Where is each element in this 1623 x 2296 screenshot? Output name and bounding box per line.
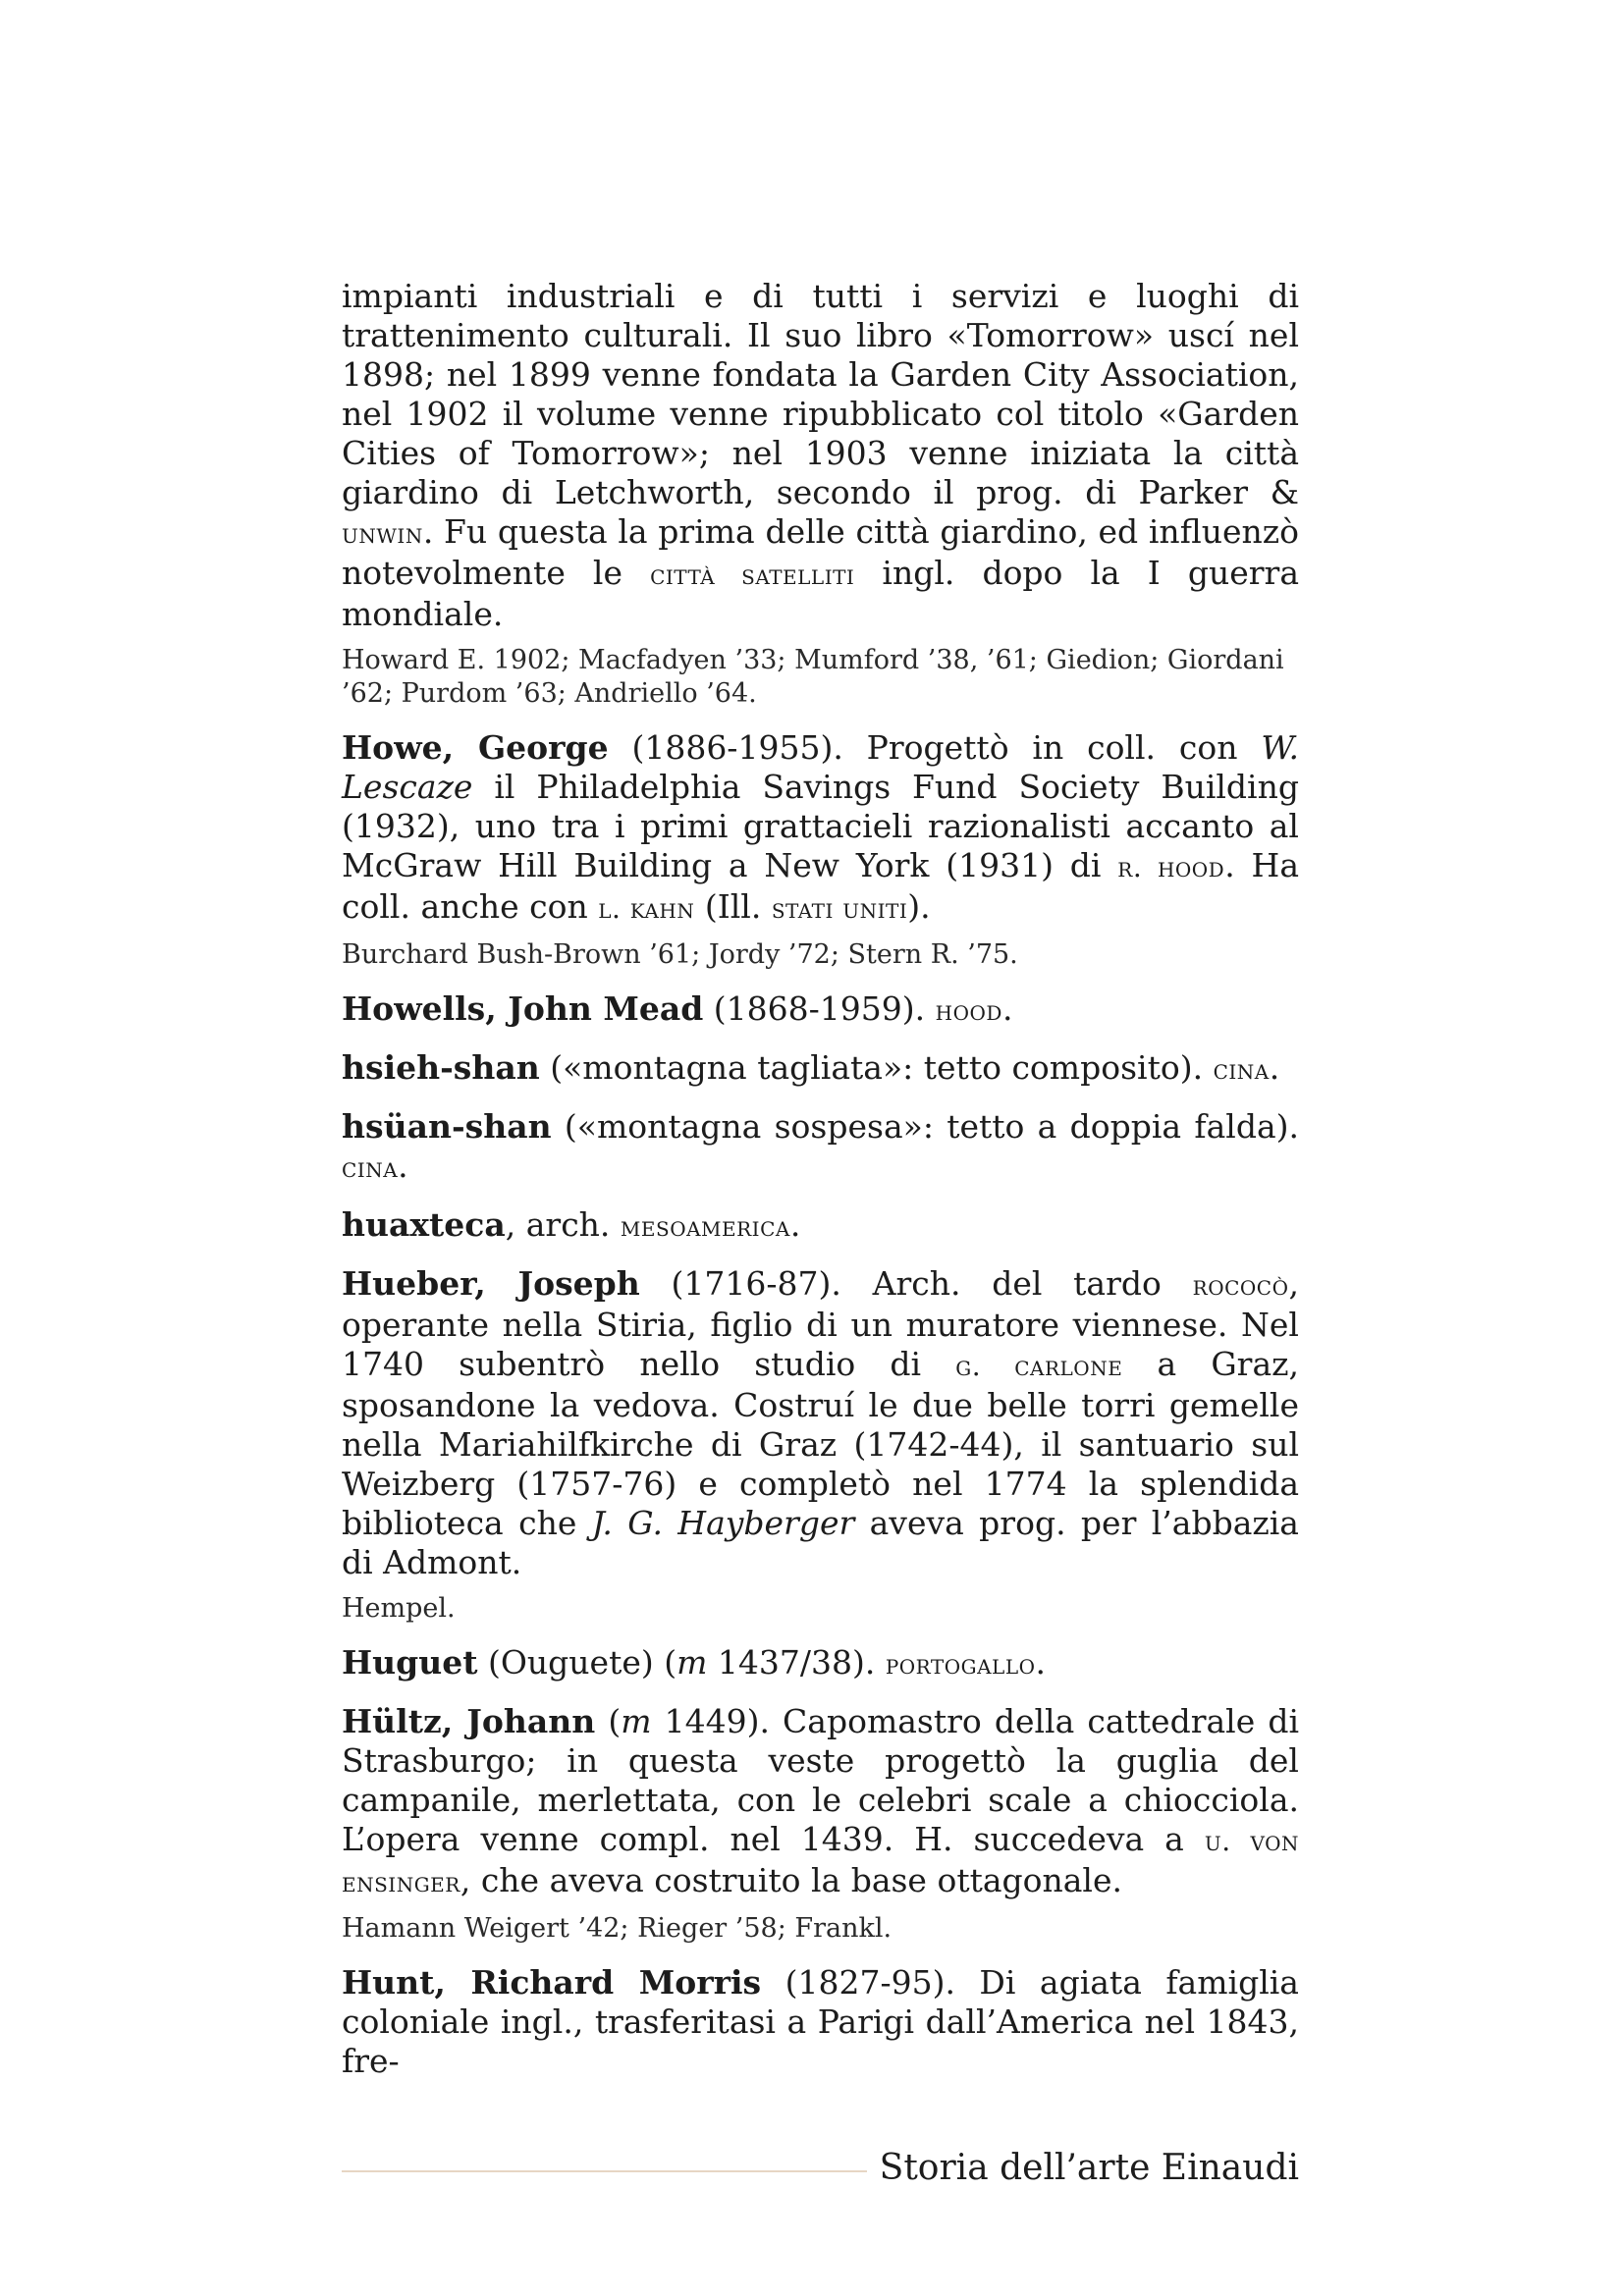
entry-headword: hsieh-shan <box>342 1048 540 1087</box>
cross-reference: portogallo <box>885 1648 1036 1681</box>
entry-headword: huaxteca <box>342 1205 506 1244</box>
entry-text: (Ouguete) ( <box>477 1643 677 1682</box>
bibliography: Burchard Bush-Brown ’61; Jordy ’72; Stern R. ’75. <box>342 939 1018 970</box>
italic-text: m <box>621 1702 652 1740</box>
entry-headword: Hunt, Richard Morris <box>342 1963 762 2002</box>
entry-headword: Howells, John Mead <box>342 989 704 1028</box>
entry-paragraph <box>342 277 1299 634</box>
entry-text: . <box>1001 989 1013 1028</box>
entry-text: («montagna tagliata»: tetto composito). <box>539 1048 1214 1087</box>
entry-headword: Hueber, Joseph <box>342 1264 640 1303</box>
entry-paragraph <box>342 728 1299 929</box>
footer-rule <box>342 2170 867 2172</box>
cross-reference: cina <box>1213 1053 1270 1086</box>
entry-text: , operante nella Stiria, figlio di un muratore viennese. Nel 1740 subentrò nello studio di <box>342 1264 1299 1383</box>
text-column <box>342 277 1299 2081</box>
italic-text: W. Lescaze <box>342 728 1299 806</box>
cross-reference: unwin <box>342 517 423 550</box>
cross-reference: u. von ensinger <box>342 1825 1299 1898</box>
entry-text: a Graz, sposandone la vedova. Costruí le due belle torri gemelle nella Mariahilfkirche di Graz (1742-44), il santuario sul Weizberg (1757-76) e completò nel 1774 la splendida biblioteca che <box>342 1345 1300 1542</box>
entry-text: ). <box>907 887 931 926</box>
cross-reference: città satelliti <box>650 559 855 591</box>
entry-text: , che aveva costruito la base ottagonale. <box>460 1861 1123 1899</box>
entry-text: 1437/38). <box>707 1643 886 1682</box>
entry-headword: hsüan-shan <box>342 1107 552 1146</box>
entry-headword: Huguet <box>342 1643 478 1682</box>
entry-text: impianti industriali e di tutti i servizi e luoghi di trattenimento culturali. Il suo libro «Tomorrow» uscí nel 1898; nel 1899 venne fondata la Garden City Association, nel 1902 il volume venne ripubblicato col titolo «Garden Cities of Tomorrow»; nel 1903 venne iniziata la città giardino di Letchworth, secondo il prog. di Parker & <box>342 277 1299 511</box>
entry-headword: Hültz, Johann <box>342 1702 596 1740</box>
entry-text: (Ill. <box>694 887 772 926</box>
cross-reference: l. kahn <box>598 892 695 925</box>
bibliography: Hamann Weigert ’42; Rieger ’58; Frankl. <box>342 1913 893 1944</box>
entry-paragraph <box>342 1963 1299 2081</box>
cross-reference: stati uniti <box>771 892 908 925</box>
entry-text: . <box>789 1205 801 1244</box>
entry-paragraph <box>342 1643 1299 1684</box>
entry-text: . <box>398 1147 408 1185</box>
entry-paragraph <box>342 989 1299 1031</box>
italic-text: J. G. Hayberger <box>591 1504 855 1542</box>
cross-reference: g. carlone <box>955 1350 1123 1382</box>
bibliography: Hempel. <box>342 1593 456 1624</box>
entry-text: ingl. dopo la I guerra mondiale. <box>342 554 1300 633</box>
entry-text: il Philadelphia Savings Fund Society Building (1932), uno tra i primi grattacieli razionalisti accanto al McGraw Hill Building a New York (1931) di <box>342 768 1299 884</box>
footer-title: Storia dell’arte Einaudi <box>879 2148 1299 2188</box>
entry-text: («montagna sospesa»: tetto a doppia falda). <box>551 1107 1299 1146</box>
entry-text: (1886-1955). Progettò in coll. con <box>608 728 1262 767</box>
entry-text: . <box>1269 1048 1280 1087</box>
entry-text: (1716-87). Arch. del tardo <box>639 1264 1193 1303</box>
entry-paragraph <box>342 1205 1299 1247</box>
cross-reference: rococò <box>1192 1269 1289 1302</box>
entry-text: . Fu questa la prima delle città giardino, ed influenzò notevolmente le <box>342 512 1299 592</box>
bibliography: Howard E. 1902; Macfadyen ’33; Mumford ’38, ’61; Giedion; Giordani ’62; Purdom ’63; Andriello ’64. <box>342 645 1284 709</box>
entry-text: (1868-1959). <box>703 989 936 1028</box>
entry-text: 1449). Capomastro della cattedrale di Strasburgo; in questa veste progettò la guglia del campanile, merlettata, con le celebri scale a chiocciola. L’opera venne compl. nel 1439. H. succedeva a <box>342 1702 1299 1858</box>
entry-text: , arch. <box>505 1205 621 1244</box>
entry-text: aveva prog. per l’abbazia di Admont. <box>342 1504 1299 1581</box>
entry-paragraph <box>342 1048 1299 1090</box>
page-footer <box>342 2145 1299 2192</box>
cross-reference: r. hood <box>1117 851 1225 883</box>
cross-reference: hood <box>935 994 1002 1027</box>
entry-text: . Ha coll. anche con <box>342 846 1299 926</box>
italic-text: m <box>676 1643 708 1682</box>
cross-reference: mesoamerica <box>620 1210 790 1243</box>
entry-text: . <box>1035 1643 1047 1682</box>
entry-paragraph <box>342 1107 1299 1188</box>
entry-text: ( <box>595 1702 622 1740</box>
entry-text: (1827-95). Di agiata famiglia coloniale ingl., trasferitasi a Parigi dall’America nel 1843, fre- <box>342 1963 1299 2080</box>
entry-paragraph <box>342 1264 1299 1582</box>
entry-headword: Howe, George <box>342 728 609 767</box>
cross-reference: cina <box>342 1151 399 1184</box>
entry-paragraph <box>342 1702 1299 1902</box>
